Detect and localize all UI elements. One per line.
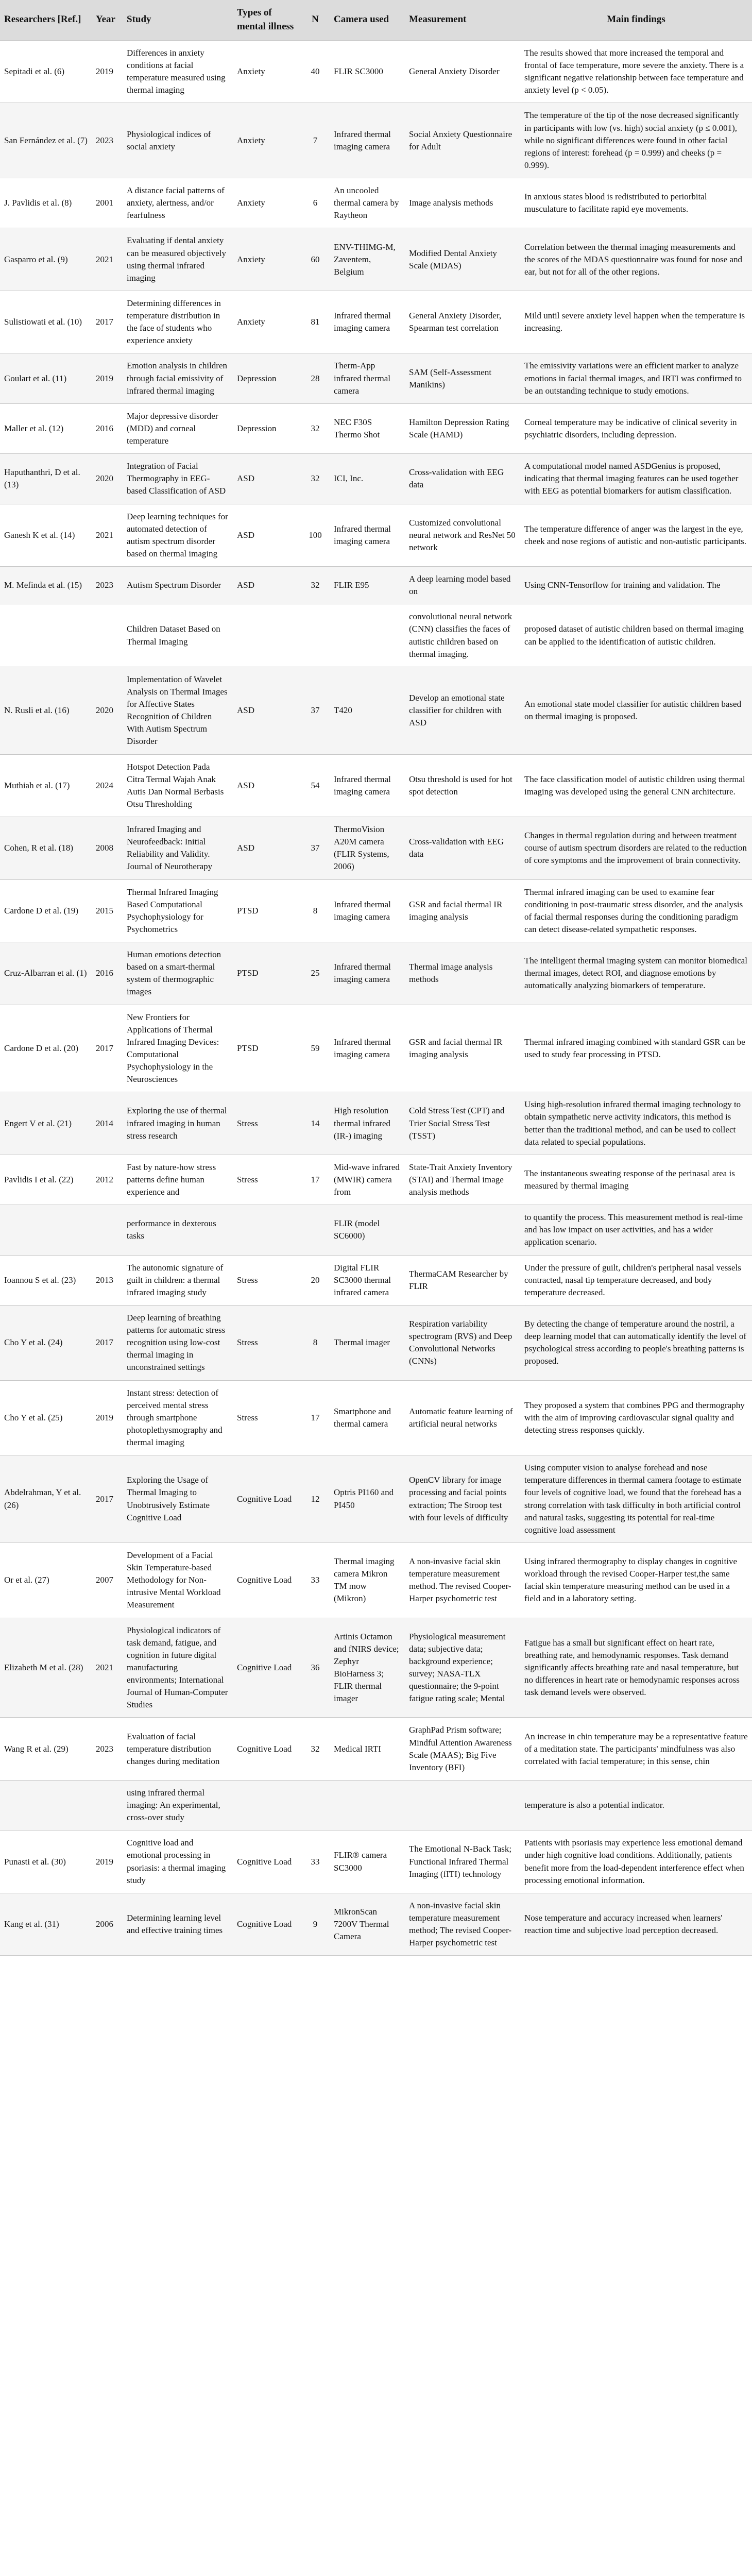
cell-camera: Thermal imager [330,1305,405,1380]
cell-study: The autonomic signature of guilt in children: a thermal infrared imaging study [123,1255,233,1305]
cell-findings: The intelligent thermal imaging system can monitor biomedical thermal images, detect ROI, and diagnose emotions by automatically analyzing biomarkers of temperature. [520,942,752,1005]
table-row [0,1255,752,1305]
cell-measurement: Cross-validation with EEG data [405,454,520,504]
cell-researchers: Gasparro et al. (9) [0,228,92,291]
cell-study: Evaluation of facial temperature distribution changes during meditation [123,1718,233,1781]
cell-researchers: Ioannou S et al. (23) [0,1255,92,1305]
cell-study: performance in dexterous tasks [123,1205,233,1255]
cell-researchers: Sepitadi et al. (6) [0,40,92,103]
cell-year: 2014 [92,1092,123,1155]
cell-findings: The emissivity variations were an efficient marker to analyze emotions in facial thermal images, and IRTI was confirmed to be an outstanding technique to study emotions. [520,353,752,403]
cell-type: ASD [233,454,301,504]
cell-measurement: A non-invasive facial skin temperature measurement method; The revised Cooper-Harper psychometric test [405,1893,520,1956]
cell-n: 8 [301,1305,330,1380]
cell-camera: FLIR SC3000 [330,40,405,103]
cell-researchers [0,1205,92,1255]
cell-researchers: Cardone D et al. (20) [0,1005,92,1092]
cell-study: Differences in anxiety conditions at facial temperature measured using thermal imaging [123,40,233,103]
cell-camera: Infrared thermal imaging camera [330,103,405,178]
table-row [0,667,752,754]
cell-camera: ENV-THIMG-M, Zaventem, Belgium [330,228,405,291]
cell-year: 2016 [92,942,123,1005]
cell-researchers: Cruz-Albarran et al. (1) [0,942,92,1005]
cell-type [233,1780,301,1830]
table-row [0,567,752,604]
cell-researchers: Cohen, R et al. (18) [0,817,92,880]
table-row [0,103,752,178]
cell-study: Determining learning level and effective training times [123,1893,233,1956]
cell-study: Cognitive load and emotional processing in psoriasis: a thermal imaging study [123,1831,233,1893]
cell-camera: Digital FLIR SC3000 thermal infrared camera [330,1255,405,1305]
cell-study: Evaluating if dental anxiety can be measured objectively using thermal infrared imaging [123,228,233,291]
cell-researchers: Punasti et al. (30) [0,1831,92,1893]
cell-n: 8 [301,879,330,942]
cell-measurement: SAM (Self-Assessment Manikins) [405,353,520,403]
cell-researchers: Pavlidis I et al. (22) [0,1155,92,1205]
cell-camera: An uncooled thermal camera by Raytheon [330,178,405,228]
cell-n: 7 [301,103,330,178]
cell-measurement: convolutional neural network (CNN) classifies the faces of autistic children based on thermal imaging. [405,604,520,667]
table-row [0,454,752,504]
table-header-row [0,0,752,40]
cell-camera: NEC F30S Thermo Shot [330,403,405,453]
cell-study: Fast by nature-how stress patterns define human experience and [123,1155,233,1205]
cell-findings: to quantify the process. This measurement method is real-time and has low impact on user activities, and has a wider application scenario. [520,1205,752,1255]
table-row [0,817,752,880]
cell-camera: ThermoVision A20M camera (FLIR Systems, 2006) [330,817,405,880]
cell-n: 32 [301,403,330,453]
table-row [0,1155,752,1205]
cell-n: 36 [301,1618,330,1718]
cell-camera: FLIR® camera SC3000 [330,1831,405,1893]
cell-researchers: Maller et al. (12) [0,403,92,453]
cell-measurement: A deep learning model based on [405,567,520,604]
cell-researchers: Goulart et al. (11) [0,353,92,403]
cell-study: Physiological indicators of task demand, fatigue, and cognition in future digital manufacturing environments; International Journal of Human-Computer Studies [123,1618,233,1718]
cell-researchers [0,604,92,667]
cell-researchers: Cho Y et al. (25) [0,1380,92,1455]
cell-n: 100 [301,504,330,567]
cell-researchers: Muthiah et al. (17) [0,754,92,817]
cell-measurement: OpenCV library for image processing and facial points extraction; The Stroop test with four levels of difficulty [405,1455,520,1543]
cell-year: 2008 [92,817,123,880]
cell-n: 37 [301,667,330,754]
cell-camera: Smartphone and thermal camera [330,1380,405,1455]
table-row [0,754,752,817]
cell-measurement: Otsu threshold is used for hot spot detection [405,754,520,817]
table-row [0,604,752,667]
cell-findings: An increase in chin temperature may be a representative feature of a meditation state. The participants' mindfulness was also correlated with facial temperature; in this sense, chin [520,1718,752,1781]
cell-researchers: San Fernández et al. (7) [0,103,92,178]
cell-camera: Infrared thermal imaging camera [330,942,405,1005]
cell-measurement: General Anxiety Disorder, Spearman test correlation [405,291,520,353]
cell-camera: FLIR E95 [330,567,405,604]
cell-study: Determining differences in temperature distribution in the face of students who experience anxiety [123,291,233,353]
cell-measurement: ThermaCAM Researcher by FLIR [405,1255,520,1305]
cell-study: Physiological indices of social anxiety [123,103,233,178]
cell-camera: Optris PI160 and PI450 [330,1455,405,1543]
cell-type: ASD [233,504,301,567]
cell-year: 2023 [92,103,123,178]
table-row [0,228,752,291]
cell-n: 17 [301,1155,330,1205]
cell-year: 2013 [92,1255,123,1305]
cell-measurement: The Emotional N-Back Task; Functional Infrared Thermal Imaging (fITI) technology [405,1831,520,1893]
cell-n: 20 [301,1255,330,1305]
cell-year: 2019 [92,353,123,403]
cell-year: 2016 [92,403,123,453]
cell-n: 59 [301,1005,330,1092]
cell-year: 2015 [92,879,123,942]
cell-findings: Using high-resolution infrared thermal imaging technology to obtain sympathetic nerve activity indicators, this method is better than the traditional method, and can be used to collect data related to special populations. [520,1092,752,1155]
cell-measurement: Cross-validation with EEG data [405,817,520,880]
table-row [0,504,752,567]
cell-year: 2006 [92,1893,123,1956]
cell-findings: By detecting the change of temperature around the nostril, a deep learning model that can automatically identify the level of psychological stress according to people's breathing patterns is proposed. [520,1305,752,1380]
cell-measurement: GraphPad Prism software; Mindful Attention Awareness Scale (MAAS); Big Five Inventory (BFI) [405,1718,520,1781]
cell-findings: Using CNN-Tensorflow for training and validation. The [520,567,752,604]
cell-study: Human emotions detection based on a smart-thermal system of thermographic images [123,942,233,1005]
table-row [0,1718,752,1781]
cell-n: 12 [301,1455,330,1543]
cell-researchers: Wang R et al. (29) [0,1718,92,1781]
cell-n: 40 [301,40,330,103]
cell-camera: Infrared thermal imaging camera [330,504,405,567]
cell-findings: Thermal infrared imaging combined with standard GSR can be used to study fear processing in PTSD. [520,1005,752,1092]
cell-findings: Nose temperature and accuracy increased when learners' reaction time and subjective load perception decreased. [520,1893,752,1956]
cell-type: Anxiety [233,291,301,353]
table-row [0,40,752,103]
cell-findings: The results showed that more increased the temporal and frontal of face temperature, more severe the anxiety. There is a significant negative relationship between face temperature and anxiety level (p < 0.05). [520,40,752,103]
cell-measurement: Image analysis methods [405,178,520,228]
cell-n: 32 [301,567,330,604]
cell-n: 17 [301,1380,330,1455]
cell-n: 54 [301,754,330,817]
cell-findings: Mild until severe anxiety level happen when the temperature is increasing. [520,291,752,353]
cell-findings: An emotional state model classifier for autistic children based on thermal imaging is proposed. [520,667,752,754]
cell-type: PTSD [233,1005,301,1092]
cell-type: Cognitive Load [233,1618,301,1718]
cell-type: Depression [233,353,301,403]
cell-findings: Correlation between the thermal imaging measurements and the scores of the MDAS questionnaire was found for nose and ear, but not for all of the other regions. [520,228,752,291]
table-row [0,1005,752,1092]
cell-camera [330,604,405,667]
cell-year: 2024 [92,754,123,817]
cell-type: Anxiety [233,40,301,103]
cell-findings: The temperature difference of anger was the largest in the eye, cheek and nose regions of autistic and non-autistic participants. [520,504,752,567]
cell-n [301,1205,330,1255]
header-camera: Camera used [330,0,405,40]
cell-measurement: Automatic feature learning of artificial neural networks [405,1380,520,1455]
table-row [0,942,752,1005]
cell-camera: Infrared thermal imaging camera [330,754,405,817]
cell-measurement: Cold Stress Test (CPT) and Trier Social Stress Test (TSST) [405,1092,520,1155]
cell-study: Integration of Facial Thermography in EEG-based Classification of ASD [123,454,233,504]
cell-type: Anxiety [233,228,301,291]
cell-study: New Frontiers for Applications of Thermal Infrared Imaging Devices: Computational Psychophysiology in the Neurosciences [123,1005,233,1092]
table-row [0,879,752,942]
cell-n: 6 [301,178,330,228]
cell-camera: Mid-wave infrared (MWIR) camera from [330,1155,405,1205]
cell-camera: Medical IRTI [330,1718,405,1781]
cell-n: 25 [301,942,330,1005]
cell-year: 2020 [92,667,123,754]
cell-findings: Using infrared thermography to display changes in cognitive workload through the revised Cooper-Harper test,the same facial skin temperature measuring method can be used in a field and in a laboratory setting. [520,1543,752,1618]
cell-year: 2021 [92,228,123,291]
cell-year: 2017 [92,1455,123,1543]
cell-measurement: Develop an emotional state classifier for children with ASD [405,667,520,754]
cell-study: A distance facial patterns of anxiety, alertness, and/or fearfulness [123,178,233,228]
cell-type: Stress [233,1380,301,1455]
cell-study: Children Dataset Based on Thermal Imaging [123,604,233,667]
table-row [0,1831,752,1893]
table-row [0,1455,752,1543]
cell-study: Instant stress: detection of perceived mental stress through smartphone photoplethysmography and thermal imaging [123,1380,233,1455]
cell-measurement: Modified Dental Anxiety Scale (MDAS) [405,228,520,291]
cell-measurement: General Anxiety Disorder [405,40,520,103]
cell-measurement: Customized convolutional neural network and ResNet 50 network [405,504,520,567]
cell-study: Infrared Imaging and Neurofeedback: Initial Reliability and Validity. Journal of Neurotherapy [123,817,233,880]
cell-measurement: A non-invasive facial skin temperature measurement method. The revised Cooper-Harper psychometric test [405,1543,520,1618]
cell-researchers: Cardone D et al. (19) [0,879,92,942]
cell-findings: Thermal infrared imaging can be used to examine fear conditioning in post-traumatic stress disorder, and the analysis of facial thermal responses during the conditioning paradigm can detect disease-related sympathetic responses. [520,879,752,942]
cell-findings: The face classification model of autistic children using thermal imaging was developed using the general CNN architecture. [520,754,752,817]
cell-year: 2023 [92,567,123,604]
cell-n: 37 [301,817,330,880]
cell-camera: Infrared thermal imaging camera [330,291,405,353]
cell-n: 33 [301,1543,330,1618]
cell-type: ASD [233,817,301,880]
cell-type: Stress [233,1155,301,1205]
cell-year: 2017 [92,1005,123,1092]
cell-year: 2019 [92,1380,123,1455]
cell-camera [330,1780,405,1830]
cell-year: 2020 [92,454,123,504]
cell-type: Cognitive Load [233,1718,301,1781]
cell-year: 2007 [92,1543,123,1618]
cell-measurement: Thermal image analysis methods [405,942,520,1005]
cell-study: Development of a Facial Skin Temperature-based Methodology for Non-intrusive Mental Workload Measurement [123,1543,233,1618]
cell-year: 2012 [92,1155,123,1205]
table-row [0,1618,752,1718]
cell-measurement [405,1205,520,1255]
cell-n: 33 [301,1831,330,1893]
table-body [0,40,752,1955]
cell-researchers: Kang et al. (31) [0,1893,92,1956]
header-study: Study [123,0,233,40]
cell-year: 2019 [92,1831,123,1893]
cell-findings: temperature is also a potential indicator. [520,1780,752,1830]
cell-findings: A computational model named ASDGenius is proposed, indicating that thermal imaging features can be used together with EEG as potential biomarkers for autism classification. [520,454,752,504]
table-row [0,1893,752,1956]
cell-type: Anxiety [233,178,301,228]
cell-year: 2019 [92,40,123,103]
cell-study: Hotspot Detection Pada Citra Termal Wajah Anak Autis Dan Normal Berbasis Otsu Thresholding [123,754,233,817]
cell-study: Exploring the Usage of Thermal Imaging to Unobtrusively Estimate Cognitive Load [123,1455,233,1543]
cell-study: Major depressive disorder (MDD) and corneal temperature [123,403,233,453]
table-row [0,1205,752,1255]
cell-findings: Corneal temperature may be indicative of clinical severity in psychiatric disorders, including depression. [520,403,752,453]
cell-year: 2017 [92,291,123,353]
cell-type: Cognitive Load [233,1893,301,1956]
cell-type: Anxiety [233,103,301,178]
cell-n [301,1780,330,1830]
header-measurement: Measurement [405,0,520,40]
cell-study: Emotion analysis in children through facial emissivity of infrared thermal imaging [123,353,233,403]
cell-type: Cognitive Load [233,1543,301,1618]
cell-researchers [0,1780,92,1830]
cell-findings: The temperature of the tip of the nose decreased significantly in participants with low (vs. high) social anxiety (p ≤ 0.001), while no significant differences were found in other facial regions of interest: forehead (p = 0.999) and cheeks (p = 0.999). [520,103,752,178]
cell-year: 2001 [92,178,123,228]
table-row [0,353,752,403]
table-row [0,1543,752,1618]
cell-findings: Fatigue has a small but significant effect on heart rate, breathing rate, and hemodynamic responses. Task demand significantly affects breathing rate and nasal temperature, but no differences in heart rate or hemodynamic responses across task demand levels were observed. [520,1618,752,1718]
cell-findings: In anxious states blood is redistributed to periorbital musculature to facilitate rapid eye movements. [520,178,752,228]
table-row [0,403,752,453]
cell-n: 9 [301,1893,330,1956]
table-row [0,1092,752,1155]
cell-measurement: Physiological measurement data; subjective data; background experience; survey; NASA-TLX questionnaire; the 9-point fatigue rating scale; Mental [405,1618,520,1718]
table-row [0,291,752,353]
cell-study: Exploring the use of thermal infrared imaging in human stress research [123,1092,233,1155]
header-year: Year [92,0,123,40]
cell-type: ASD [233,567,301,604]
cell-camera: Thermal imaging camera Mikron TM mow (Mikron) [330,1543,405,1618]
cell-type [233,1205,301,1255]
cell-measurement: Respiration variability spectrogram (RVS) and Deep Convolutional Networks (CNNs) [405,1305,520,1380]
cell-year [92,1205,123,1255]
cell-researchers: Or et al. (27) [0,1543,92,1618]
cell-year: 2021 [92,1618,123,1718]
cell-year: 2017 [92,1305,123,1380]
cell-researchers: Cho Y et al. (24) [0,1305,92,1380]
cell-study: using infrared thermal imaging: An experimental, cross-over study [123,1780,233,1830]
cell-study: Deep learning techniques for automated detection of autism spectrum disorder based on thermal imaging [123,504,233,567]
cell-type: Stress [233,1305,301,1380]
cell-type: Stress [233,1255,301,1305]
cell-findings: Under the pressure of guilt, children's peripheral nasal vessels contracted, nasal tip temperature decreased, and body temperature decreased. [520,1255,752,1305]
cell-measurement: State-Trait Anxiety Inventory (STAI) and Thermal image analysis methods [405,1155,520,1205]
cell-findings: They proposed a system that combines PPG and thermography with the aim of improving cardiovascular signal quality and detecting stress responses quickly. [520,1380,752,1455]
cell-researchers: N. Rusli et al. (16) [0,667,92,754]
cell-researchers: J. Pavlidis et al. (8) [0,178,92,228]
table-row [0,1780,752,1830]
cell-findings: proposed dataset of autistic children based on thermal imaging can be applied to the identification of autistic children. [520,604,752,667]
cell-type: ASD [233,754,301,817]
cell-study: Deep learning of breathing patterns for automatic stress recognition using low-cost thermal imaging in unconstrained settings [123,1305,233,1380]
cell-study: Implementation of Wavelet Analysis on Thermal Images for Affective States Recognition of Children With Autism Spectrum Disorder [123,667,233,754]
cell-type: Cognitive Load [233,1455,301,1543]
cell-findings: The instantaneous sweating response of the perinasal area is measured by thermal imaging [520,1155,752,1205]
header-findings: Main findings [520,0,752,40]
header-n: N [301,0,330,40]
cell-camera: MikronScan 7200V Thermal Camera [330,1893,405,1956]
table-row [0,1380,752,1455]
cell-n: 14 [301,1092,330,1155]
header-types: Types of mental illness [233,0,301,40]
cell-n: 32 [301,1718,330,1781]
cell-measurement [405,1780,520,1830]
cell-findings: Patients with psoriasis may experience less emotional demand under high cognitive load conditions. Additionally, patients benefit more from the load-dependent interference effect when processing emotional information. [520,1831,752,1893]
cell-camera: Therm-App infrared thermal camera [330,353,405,403]
cell-study: Autism Spectrum Disorder [123,567,233,604]
cell-type: Stress [233,1092,301,1155]
table-row [0,178,752,228]
cell-study: Thermal Infrared Imaging Based Computational Psychophysiology for Psychometrics [123,879,233,942]
cell-camera: ICI, Inc. [330,454,405,504]
cell-year [92,1780,123,1830]
cell-type: PTSD [233,942,301,1005]
cell-measurement: Hamilton Depression Rating Scale (HAMD) [405,403,520,453]
cell-n: 28 [301,353,330,403]
cell-year: 2021 [92,504,123,567]
cell-n: 81 [301,291,330,353]
cell-researchers: Ganesh K et al. (14) [0,504,92,567]
cell-findings: Using computer vision to analyse forehead and nose temperature differences in thermal camera footage to estimate four levels of cognitive load, we found that the forehead has a strong correlation with task difficulty in both artificial control and natural tasks, suggesting its potential for real-time cognitive load assessment [520,1455,752,1543]
cell-measurement: GSR and facial thermal IR imaging analysis [405,879,520,942]
cell-researchers: M. Mefinda et al. (15) [0,567,92,604]
cell-type: Cognitive Load [233,1831,301,1893]
cell-n: 60 [301,228,330,291]
cell-findings: Changes in thermal regulation during and between treatment course of autism spectrum disorders are related to the reduction of core symptoms and the improvement of brain connectivity. [520,817,752,880]
cell-camera: T420 [330,667,405,754]
header-researchers: Researchers [Ref.] [0,0,92,40]
cell-n [301,604,330,667]
cell-camera: Infrared thermal imaging camera [330,1005,405,1092]
cell-type [233,604,301,667]
cell-camera: Infrared thermal imaging camera [330,879,405,942]
cell-type: ASD [233,667,301,754]
table-row [0,1305,752,1380]
cell-n: 32 [301,454,330,504]
cell-camera: Artinis Octamon and fNIRS device; Zephyr BioHarness 3; FLIR thermal imager [330,1618,405,1718]
cell-year: 2023 [92,1718,123,1781]
cell-measurement: GSR and facial thermal IR imaging analysis [405,1005,520,1092]
cell-camera: FLIR (model SC6000) [330,1205,405,1255]
cell-researchers: Sulistiowati et al. (10) [0,291,92,353]
cell-researchers: Engert V et al. (21) [0,1092,92,1155]
cell-type: PTSD [233,879,301,942]
cell-year [92,604,123,667]
cell-camera: High resolution thermal infrared (IR-) imaging [330,1092,405,1155]
cell-researchers: Abdelrahman, Y et al. (26) [0,1455,92,1543]
cell-researchers: Elizabeth M et al. (28) [0,1618,92,1718]
cell-researchers: Haputhanthri, D et al. (13) [0,454,92,504]
cell-type: Depression [233,403,301,453]
cell-measurement: Social Anxiety Questionnaire for Adult [405,103,520,178]
